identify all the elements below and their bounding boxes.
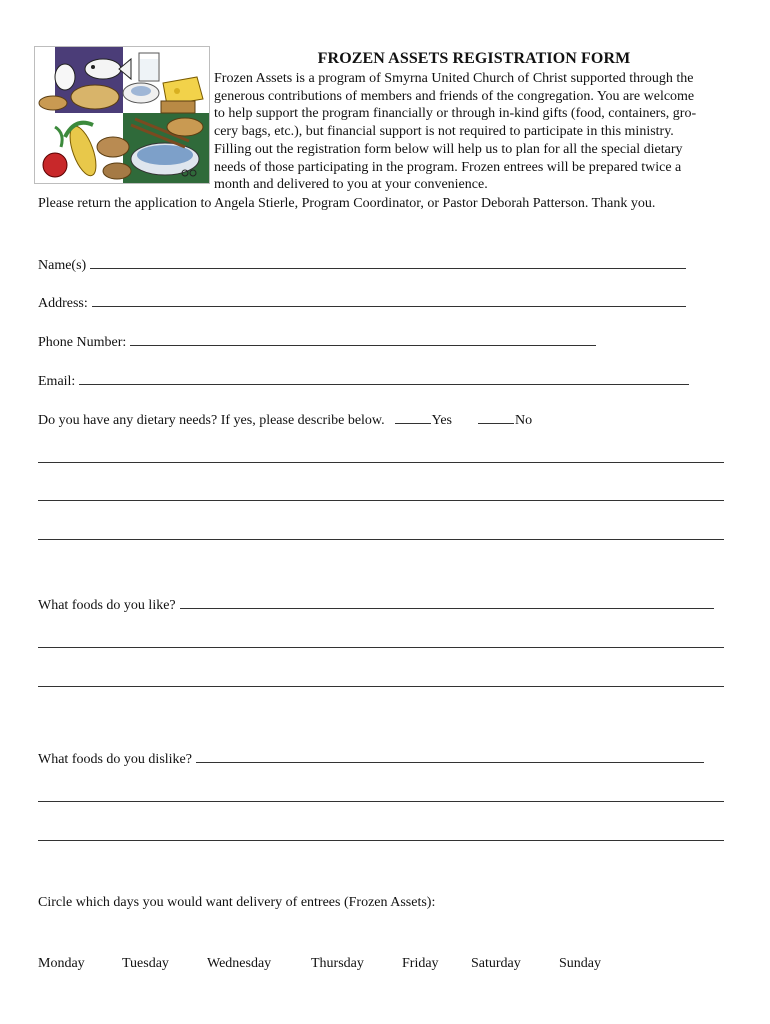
intro-line: generous contributions of members and friends of the congregation. You are welcome bbox=[214, 88, 695, 104]
address-field bbox=[38, 292, 686, 312]
intro-line: cery bags, etc.), but financial support is not required to participate in this ministry. bbox=[214, 124, 674, 140]
dislikes-label: What foods do you dislike? bbox=[38, 752, 192, 767]
yes-label: Yes bbox=[431, 413, 452, 428]
address-label: Address: bbox=[38, 296, 88, 311]
intro-line: Frozen Assets is a program of Smyrna United Church of Christ supported through the bbox=[214, 71, 694, 86]
dietary-question-field bbox=[38, 409, 532, 429]
dislikes-answer-line[interactable] bbox=[38, 840, 724, 841]
day-thursday[interactable]: Thursday bbox=[311, 956, 364, 971]
likes-label: What foods do you like? bbox=[38, 598, 176, 613]
day-tuesday[interactable]: Tuesday bbox=[122, 956, 169, 971]
email-field bbox=[38, 370, 689, 390]
phone-field bbox=[38, 331, 596, 351]
dietary-answer-line[interactable] bbox=[38, 462, 724, 463]
dislikes-input-line[interactable] bbox=[196, 748, 704, 763]
day-sunday[interactable]: Sunday bbox=[559, 956, 601, 971]
phone-input-line[interactable] bbox=[130, 331, 596, 346]
likes-field bbox=[38, 594, 714, 614]
names-input-line[interactable] bbox=[90, 254, 686, 269]
names-field bbox=[38, 254, 686, 274]
address-input-line[interactable] bbox=[92, 292, 686, 307]
intro-line: needs of those participating in the program. Frozen entrees will be prepared twice a bbox=[214, 159, 682, 175]
no-blank[interactable] bbox=[478, 409, 514, 424]
dietary-question-label: Do you have any dietary needs? If yes, please describe below. bbox=[38, 413, 385, 428]
likes-input-line[interactable] bbox=[180, 594, 714, 609]
phone-label: Phone Number: bbox=[38, 335, 127, 350]
dietary-answer-line[interactable] bbox=[38, 539, 724, 540]
food-clipart-icon bbox=[34, 46, 210, 184]
email-label: Email: bbox=[38, 374, 76, 389]
likes-answer-line[interactable] bbox=[38, 647, 724, 648]
yes-blank[interactable] bbox=[395, 409, 431, 424]
day-saturday[interactable]: Saturday bbox=[471, 956, 521, 971]
intro-paragraph bbox=[214, 70, 744, 194]
form-title: FROZEN ASSETS REGISTRATION FORM bbox=[317, 50, 631, 67]
dislikes-answer-line[interactable] bbox=[38, 801, 724, 802]
intro-line: month and delivered to you at your convenience. bbox=[214, 177, 488, 193]
delivery-label: Circle which days you would want delivery of entrees (Frozen Assets): bbox=[38, 895, 436, 910]
no-label: No bbox=[515, 413, 533, 428]
day-monday[interactable]: Monday bbox=[38, 956, 85, 971]
intro-line: Filling out the registration form below will help us to plan for all the special dietary bbox=[214, 141, 683, 157]
return-note: Please return the application to Angela Stierle, Program Coordinator, or Pastor Deborah Patterson. Thank you. bbox=[38, 196, 656, 211]
day-wednesday[interactable]: Wednesday bbox=[207, 956, 272, 971]
likes-answer-line[interactable] bbox=[38, 686, 724, 687]
intro-line: to help support the program financially or through in-kind gifts (food, containers, gro- bbox=[214, 106, 697, 122]
names-label: Name(s) bbox=[38, 258, 87, 273]
email-input-line[interactable] bbox=[79, 370, 689, 385]
delivery-question-field bbox=[38, 895, 435, 911]
day-friday[interactable]: Friday bbox=[402, 956, 439, 971]
dislikes-field bbox=[38, 748, 704, 768]
dietary-answer-line[interactable] bbox=[38, 500, 724, 501]
